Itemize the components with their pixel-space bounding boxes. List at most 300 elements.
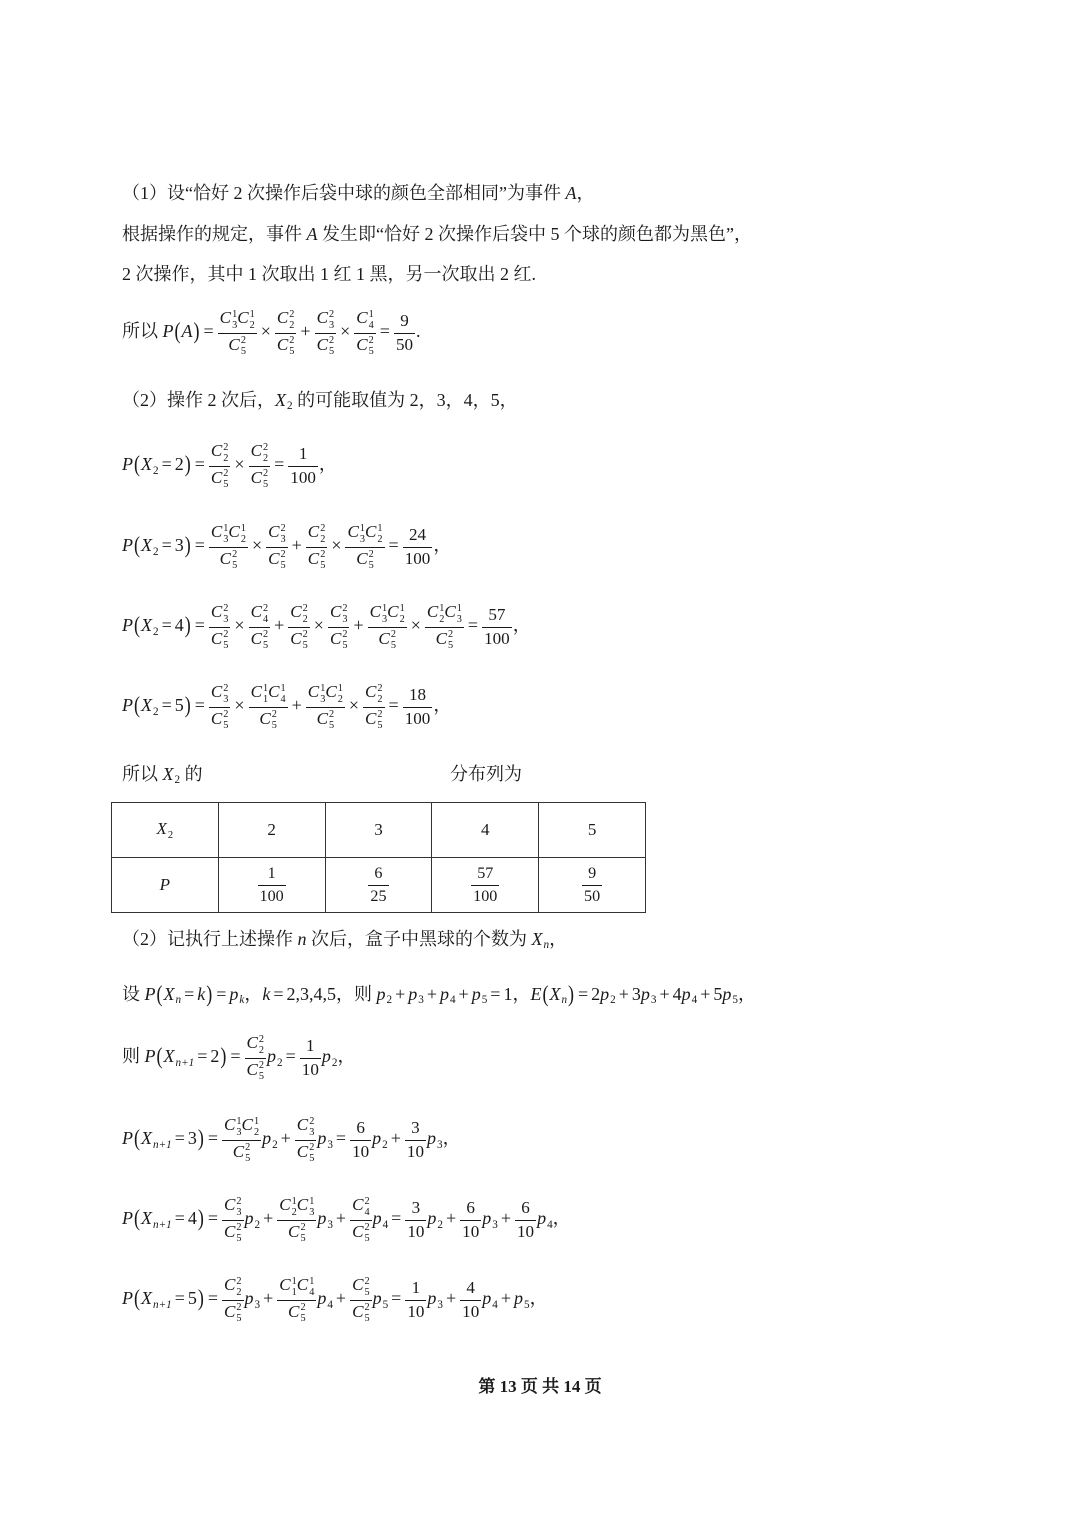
variable-subscript: k <box>239 994 245 1007</box>
math-variable <box>145 1046 156 1066</box>
combination-indices <box>236 1277 241 1299</box>
variable-symbol: A <box>181 321 193 342</box>
math-variable <box>317 1128 333 1152</box>
variable-symbol: p <box>317 1128 327 1149</box>
fraction <box>460 1198 481 1242</box>
combination-symbol: C <box>228 334 240 354</box>
combination-upper-index: 2 <box>262 629 269 641</box>
variable-symbol: p <box>229 983 239 1004</box>
combination <box>251 602 269 625</box>
combination-upper-index: 2 <box>262 468 269 480</box>
variable-symbol: X <box>141 695 152 716</box>
combination <box>308 549 326 572</box>
combination-symbol: C <box>237 308 249 328</box>
combination-indices <box>263 469 268 491</box>
distribution-table <box>111 802 646 913</box>
combination-lower-index: 5 <box>280 560 286 572</box>
math-text: 100 <box>404 708 431 728</box>
math-operator: + <box>263 1208 274 1229</box>
math-operator: = <box>174 1128 185 1149</box>
math-parenthesis: ( <box>134 1124 140 1151</box>
math-text: 10 <box>407 1301 425 1321</box>
combination-symbol: C <box>224 1275 236 1295</box>
variable-symbol: X <box>163 1046 175 1067</box>
combination-lower-index: 5 <box>368 560 374 572</box>
p-xn1-eq-5-math <box>122 1275 548 1325</box>
p-x2-eq-2-equation <box>122 436 337 496</box>
combination-lower-index: 4 <box>368 319 374 331</box>
fraction <box>405 1278 426 1322</box>
combination <box>268 522 286 545</box>
combination <box>356 335 374 358</box>
math-operator: = <box>335 1128 347 1149</box>
combination-symbol: C <box>347 522 359 542</box>
variable-subscript: 5 <box>523 1299 530 1312</box>
combination <box>211 441 229 464</box>
p-xn1-eq-3-equation <box>122 1110 461 1170</box>
combination <box>330 602 348 625</box>
combination-upper-index: 2 <box>236 1195 242 1207</box>
combination-symbol: C <box>250 441 262 461</box>
fraction <box>482 605 512 649</box>
math-operator: + <box>618 983 629 1004</box>
variable-symbol: X <box>141 535 152 556</box>
combination <box>352 1222 370 1245</box>
combination-lower-index: 5 <box>240 346 246 358</box>
math-operator: = <box>161 454 172 475</box>
combination <box>211 709 229 732</box>
variable-subscript: n+1 <box>153 1139 172 1152</box>
math-operator: = <box>490 983 501 1004</box>
fraction <box>405 1118 426 1162</box>
math-operator: + <box>291 535 302 556</box>
combination-symbol: C <box>210 708 223 728</box>
fraction-denominator <box>350 1221 372 1245</box>
table-cell <box>539 803 646 858</box>
p-x2-eq-2-math <box>122 441 337 491</box>
combination <box>251 629 269 652</box>
p-xn1-eq-5-equation <box>122 1270 548 1330</box>
combination-symbol: C <box>219 548 232 568</box>
variable-symbol: p <box>439 983 449 1004</box>
fraction-numerator <box>405 1118 426 1141</box>
combination-upper-index: 2 <box>289 308 295 320</box>
variable-symbol: P <box>122 454 133 475</box>
fraction <box>249 441 271 491</box>
fraction-denominator <box>258 886 286 906</box>
variable-subscript: 3 <box>418 994 424 1007</box>
combination <box>317 308 335 331</box>
combination-symbol: C <box>250 602 262 622</box>
combination <box>317 709 335 732</box>
combination-upper-index: 1 <box>240 522 246 534</box>
math-variable <box>122 1128 133 1148</box>
math-variable <box>640 983 657 1007</box>
combination-upper-index: 2 <box>300 1222 306 1234</box>
variable-symbol: p <box>681 983 691 1004</box>
math-text: 50 <box>395 334 414 354</box>
combination-lower-index: 2 <box>377 533 383 545</box>
math-variable <box>262 984 270 1004</box>
combination-indices <box>391 630 396 652</box>
fraction-denominator <box>275 334 297 358</box>
combination-upper-index: 1 <box>223 522 229 534</box>
combination <box>290 629 308 652</box>
math-operator: × <box>234 695 245 716</box>
combination-upper-index: 2 <box>289 335 295 347</box>
combination-indices <box>245 1143 250 1165</box>
math-text: 100 <box>404 548 431 568</box>
fraction <box>363 682 385 732</box>
combination <box>268 682 286 705</box>
fraction <box>218 308 257 358</box>
combination-upper-index: 1 <box>262 682 269 694</box>
math-variable <box>122 615 133 635</box>
combination-lower-index: 3 <box>236 1206 242 1218</box>
math-variable <box>427 1288 443 1312</box>
fraction-numerator <box>350 1195 372 1220</box>
combination-upper-index: 2 <box>258 1060 265 1072</box>
math-parenthesis: ) <box>193 317 200 344</box>
fraction-denominator <box>315 334 337 358</box>
combination <box>356 308 374 331</box>
combination-lower-index: 2 <box>377 693 383 705</box>
combination-upper-index: 2 <box>232 549 238 561</box>
fraction <box>315 308 337 358</box>
combination-indices <box>364 1223 369 1245</box>
combination-upper-index: 2 <box>320 549 326 561</box>
combination-upper-index: 2 <box>223 441 229 453</box>
variable-symbol: X <box>163 983 175 1004</box>
combination <box>378 629 396 652</box>
fraction-numerator <box>350 1118 371 1141</box>
fraction-numerator <box>425 602 464 627</box>
variable-subscript: 3 <box>327 1139 333 1152</box>
math-text: 3 <box>187 1128 197 1149</box>
math-variable <box>426 1128 443 1152</box>
math-text: 4 <box>481 820 490 839</box>
combination-lower-index: 5 <box>289 346 295 358</box>
math-text: 9 <box>588 865 597 883</box>
math-variable <box>275 389 293 413</box>
math-operator: × <box>313 615 324 636</box>
math-text: 2 <box>591 983 601 1004</box>
variable-symbol: p <box>372 1288 382 1309</box>
variable-symbol: p <box>408 983 418 1004</box>
math-variable <box>182 321 193 341</box>
variable-subscript: n <box>561 994 568 1007</box>
combination-upper-index: 1 <box>456 602 462 614</box>
combination-indices <box>281 684 286 706</box>
math-text: 3 <box>411 1118 420 1137</box>
math-text: 4 <box>672 983 682 1004</box>
combination-symbol: C <box>329 602 342 622</box>
combination-upper-index: 2 <box>342 629 348 641</box>
combination <box>325 682 343 705</box>
fraction-denominator <box>209 467 231 491</box>
variable-subscript: 2 <box>153 465 159 478</box>
combination-upper-index: 2 <box>309 1142 315 1154</box>
math-operator: + <box>291 695 302 716</box>
math-variable <box>549 983 568 1007</box>
combination <box>352 1195 370 1218</box>
fraction-denominator <box>306 548 328 572</box>
variable-symbol: P <box>122 535 133 556</box>
combination-indices <box>254 1117 259 1139</box>
fraction-denominator <box>288 628 310 652</box>
combination-upper-index: 1 <box>236 1115 242 1127</box>
fraction <box>222 1115 261 1165</box>
fraction-denominator <box>300 1059 321 1081</box>
part3-setup-line <box>122 963 756 1023</box>
combination-indices <box>223 630 228 652</box>
text-run: 所以 <box>122 763 163 784</box>
math-parenthesis: ) <box>184 691 191 718</box>
combination-upper-index: 1 <box>368 308 374 320</box>
combination-symbol: C <box>246 1059 258 1079</box>
combination <box>211 602 229 625</box>
math-variable <box>162 763 181 787</box>
math-text: 6 <box>356 1118 365 1137</box>
math-variable <box>141 1128 172 1152</box>
combination-indices <box>448 630 453 652</box>
math-variable <box>722 983 738 1007</box>
combination-lower-index: 5 <box>328 346 335 358</box>
combination-indices <box>303 630 308 652</box>
combination-lower-index: 5 <box>262 640 269 652</box>
math-operator: + <box>390 1128 401 1149</box>
fraction-denominator <box>209 548 248 572</box>
fraction-numerator <box>515 1198 536 1221</box>
math-parenthesis: ( <box>134 611 140 638</box>
text-run: （2）操作 2 次后， <box>122 389 275 410</box>
variable-symbol: P <box>122 695 133 716</box>
fraction-numerator <box>306 682 345 707</box>
variable-symbol: p <box>372 1128 382 1149</box>
math-text: 24 <box>408 525 427 544</box>
combination-symbol: C <box>219 308 232 328</box>
fraction <box>350 1118 371 1162</box>
math-operator: = <box>578 983 589 1004</box>
fraction-numerator <box>368 602 407 627</box>
math-variable <box>307 224 318 244</box>
combination-lower-index: 5 <box>300 1233 306 1245</box>
fraction <box>258 864 286 906</box>
variable-symbol: p <box>600 983 610 1004</box>
combination-symbol: C <box>296 1275 309 1295</box>
math-operator: = <box>391 1208 402 1229</box>
fraction-denominator <box>482 628 512 650</box>
variable-symbol: p <box>471 983 481 1004</box>
math-text: 2 <box>267 820 276 839</box>
math-operator: = <box>207 1128 218 1149</box>
combination-symbol: C <box>356 548 368 568</box>
combination-indices <box>309 1117 314 1139</box>
variable-subscript: 2 <box>386 994 393 1007</box>
combination <box>211 682 229 705</box>
p-x2-eq-4-math <box>122 602 531 652</box>
math-text: 2 <box>174 454 184 475</box>
combination <box>308 682 326 705</box>
combination-symbol: C <box>290 628 302 648</box>
combination-indices <box>364 1197 369 1219</box>
math-text: 3 <box>174 535 184 556</box>
math-text: 2,3,4,5 <box>286 983 336 1004</box>
variable-subscript: 3 <box>650 994 657 1007</box>
fraction <box>368 864 388 906</box>
combination-lower-index: 2 <box>439 613 445 625</box>
combination <box>242 1115 260 1138</box>
combination <box>251 468 269 491</box>
math-variable <box>321 1046 338 1070</box>
fraction-denominator <box>350 1301 372 1325</box>
combination-symbol: C <box>316 308 328 328</box>
p-xn1-eq-2-math <box>122 1033 355 1083</box>
text-run: ， <box>529 1288 548 1309</box>
fraction-numerator <box>288 444 318 467</box>
text-run: ， <box>512 983 531 1004</box>
math-variable <box>482 1208 498 1232</box>
fraction-numerator <box>306 522 328 547</box>
combination-lower-index: 5 <box>328 720 335 732</box>
combination-indices <box>457 604 462 626</box>
combination-indices <box>263 443 268 465</box>
combination-indices <box>329 336 334 358</box>
part1-detail-text <box>122 260 536 286</box>
combination-upper-index: 2 <box>223 682 229 694</box>
variable-symbol: X <box>141 454 152 475</box>
variable-subscript: 5 <box>481 994 488 1007</box>
variable-subscript: 4 <box>382 1219 389 1232</box>
fraction-numerator <box>350 1275 372 1300</box>
fraction-numerator <box>288 602 310 627</box>
combination <box>308 522 326 545</box>
fraction-numerator <box>403 685 433 708</box>
combination-lower-index: 4 <box>364 1206 370 1218</box>
fraction-denominator <box>266 548 288 572</box>
page-footer: 第 13 页 共 14 页 <box>478 1377 602 1396</box>
variable-symbol: p <box>317 1208 327 1229</box>
text-run: 次后，盒子中黑球的个数为 <box>306 928 532 949</box>
fraction <box>368 602 407 652</box>
math-operator: + <box>446 1288 457 1309</box>
combination-upper-index: 2 <box>342 602 348 614</box>
variable-subscript: 2 <box>153 706 159 719</box>
variable-symbol: p <box>722 983 732 1004</box>
math-parenthesis: ( <box>156 980 163 1007</box>
combination-lower-index: 2 <box>320 533 326 545</box>
math-operator: = <box>207 1208 218 1229</box>
math-variable <box>163 1046 195 1070</box>
variable-subscript: 3 <box>254 1299 261 1312</box>
combination-symbol: C <box>365 522 377 542</box>
combination <box>297 1275 315 1298</box>
combination-lower-index: 5 <box>377 720 383 732</box>
fraction-denominator <box>405 1221 426 1243</box>
variable-subscript: 3 <box>327 1219 333 1232</box>
variable-symbol: X <box>141 1128 152 1149</box>
combination-lower-index: 3 <box>320 693 326 705</box>
math-operator: + <box>263 1288 274 1309</box>
variable-symbol: A <box>306 224 318 244</box>
p-xn1-eq-4-equation <box>122 1190 571 1250</box>
combination-lower-index: 2 <box>262 452 269 464</box>
combination-upper-index: 2 <box>364 1302 370 1314</box>
combination <box>365 682 383 705</box>
text-run: ， <box>318 454 337 475</box>
combination-upper-index: 2 <box>271 709 277 721</box>
fraction-denominator <box>249 708 288 732</box>
math-parenthesis: ( <box>156 1042 163 1069</box>
combination-symbol: C <box>387 602 399 622</box>
combination-lower-index: 1 <box>291 1286 297 1298</box>
fraction-numerator <box>403 525 433 548</box>
fraction-numerator <box>354 308 376 333</box>
math-text: 5 <box>587 820 597 839</box>
fraction-denominator <box>368 886 388 906</box>
math-variable <box>145 984 156 1004</box>
variable-symbol: p <box>262 1128 272 1149</box>
math-operator: × <box>331 535 342 556</box>
variable-subscript: 4 <box>547 1219 553 1232</box>
combination <box>436 629 454 652</box>
math-text: 100 <box>484 628 510 648</box>
variable-symbol: p <box>321 1046 331 1067</box>
combination-lower-index: 4 <box>280 693 286 705</box>
combination-upper-index: 2 <box>328 709 335 721</box>
combination-lower-index: 3 <box>232 319 238 331</box>
math-operator: + <box>280 1128 291 1149</box>
math-parenthesis: ( <box>174 317 181 344</box>
combination <box>352 1275 370 1298</box>
fraction-denominator <box>218 334 257 358</box>
math-parenthesis: ) <box>184 531 191 558</box>
p-x2-eq-3-equation <box>122 517 451 577</box>
math-text: 57 <box>477 865 494 883</box>
variable-symbol: X <box>275 389 286 410</box>
fraction <box>277 1275 316 1325</box>
table-probability-row <box>112 858 646 913</box>
fraction <box>471 864 499 906</box>
fraction-numerator <box>209 602 231 627</box>
combination-symbol: C <box>279 1275 291 1295</box>
math-text: 3 <box>374 820 383 839</box>
fraction-denominator <box>277 1301 316 1325</box>
combination-symbol: C <box>296 1141 309 1161</box>
math-operator: × <box>348 695 360 716</box>
variable-subscript: n+1 <box>175 1057 195 1070</box>
math-operator: = <box>467 615 479 636</box>
fraction-denominator <box>460 1301 481 1323</box>
fraction-numerator <box>582 864 602 885</box>
text-run: ， <box>442 1128 461 1149</box>
combination-upper-index: 1 <box>291 1275 297 1287</box>
fraction-denominator <box>222 1141 261 1165</box>
combination-indices <box>223 469 228 491</box>
combination <box>220 549 238 572</box>
table-cell <box>432 803 539 858</box>
combination-indices <box>309 1197 314 1219</box>
fraction <box>425 602 464 652</box>
combination-lower-index: 2 <box>291 1206 297 1218</box>
variable-symbol: p <box>427 1208 437 1229</box>
math-text: 2 <box>210 1046 220 1067</box>
p-x2-eq-5-equation <box>122 677 451 737</box>
combination-symbol: C <box>250 467 262 487</box>
math-variable <box>471 983 488 1007</box>
math-operator: = <box>161 615 172 636</box>
fraction-numerator <box>405 1198 426 1221</box>
